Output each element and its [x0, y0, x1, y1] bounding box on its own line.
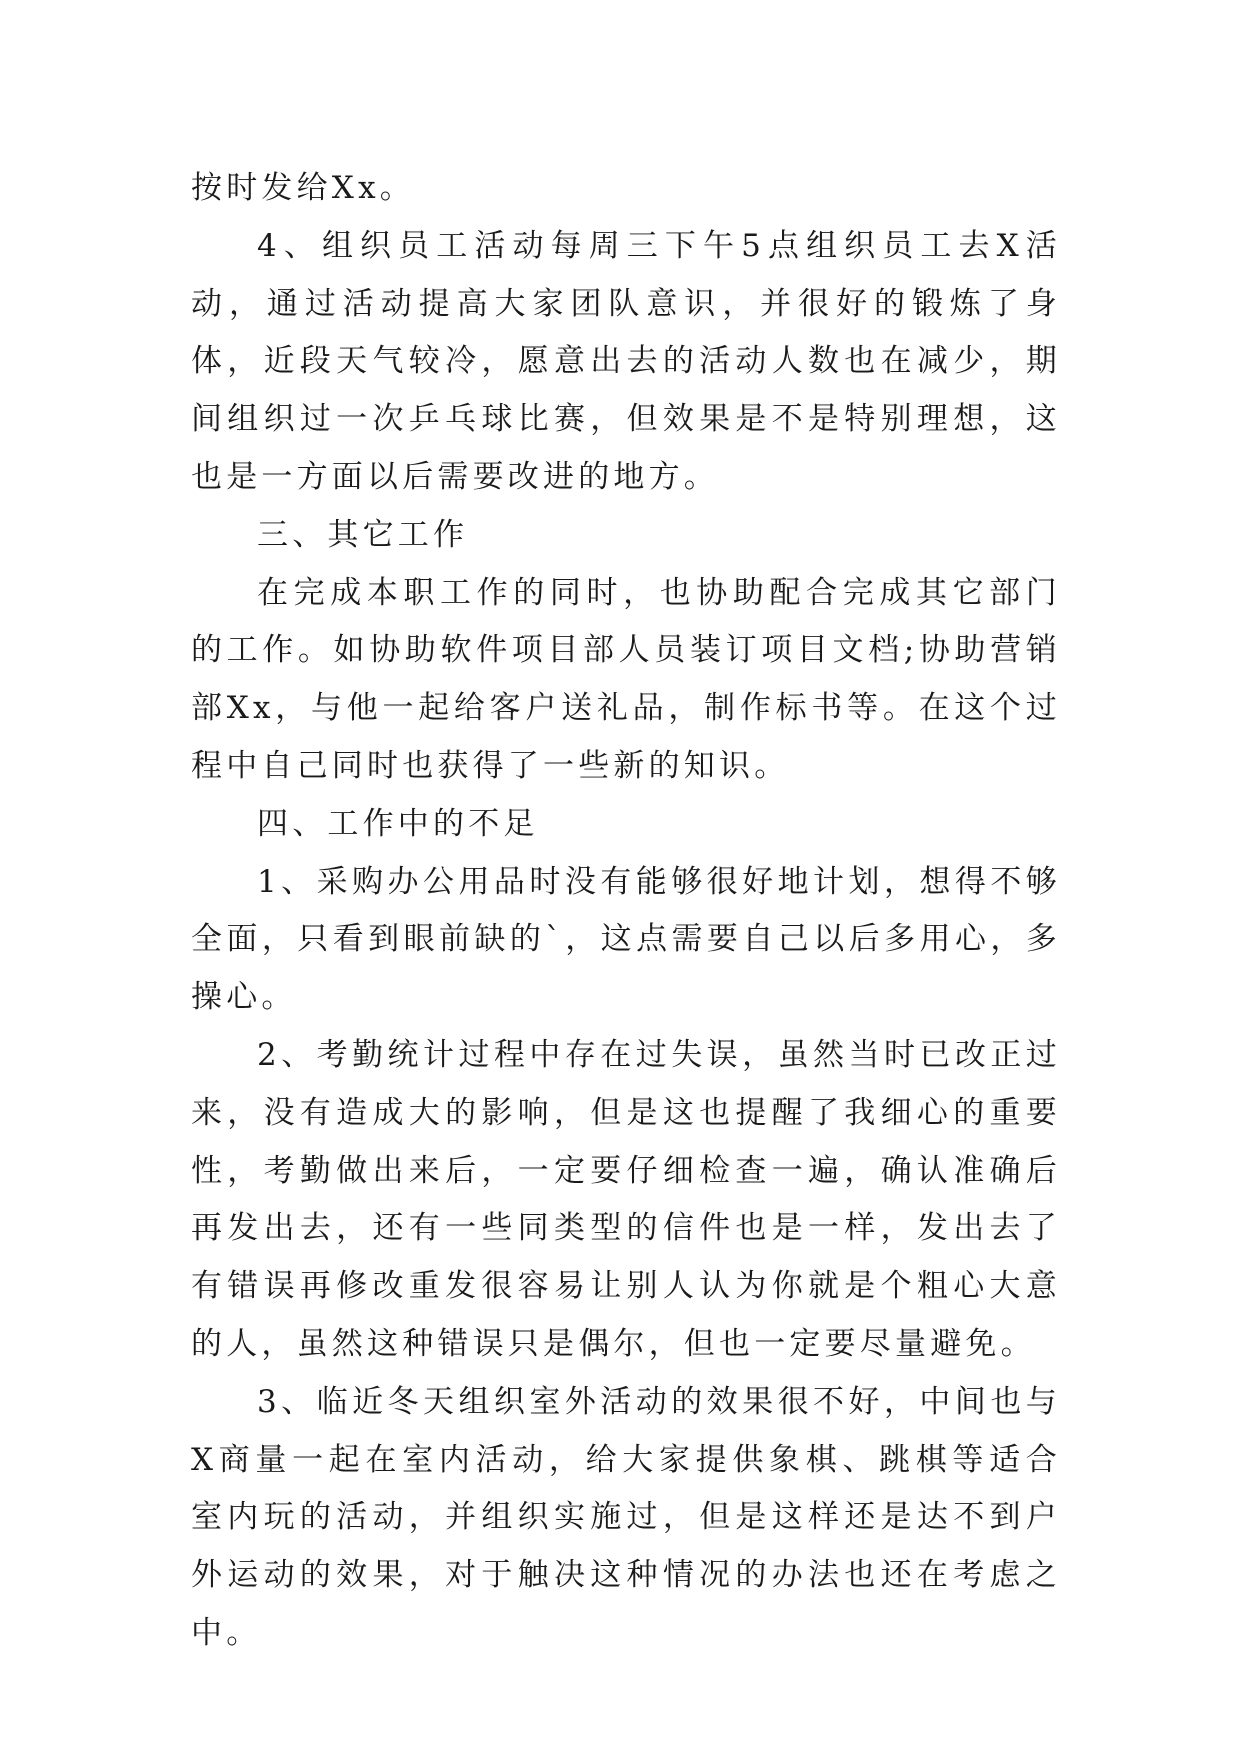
paragraph-shortcoming-3: 3、临近冬天组织室外活动的效果很不好，中间也与X商量一起在室内活动，给大家提供象棋、跳棋等适合室内玩的活动，并组织实施过，但是这样还是达不到户外运动的效果，对于触决这种情况的办法也还在考虑之中。 — [191, 1383, 1061, 1651]
paragraph-shortcoming-2: 2、考勤统计过程中存在过失误，虽然当时已改正过来，没有造成大的影响，但是这也提醒了我细心的重要性，考勤做出来后，一定要仔细检查一遍，确认准确后再发出去，还有一些同类型的信件也是一样，发出去了有错误再修改重发很容易让别人认为你就是个粗心大意的人，虽然这种错误只是偶尔，但也一定要尽量避免。 — [191, 1036, 1061, 1362]
document-body — [191, 160, 1061, 1663]
section-heading-shortcomings: 四、工作中的不足 — [257, 805, 539, 842]
paragraph-1: 按时发给Xx。 — [191, 170, 415, 206]
section-heading-other-work: 三、其它工作 — [257, 516, 469, 553]
paragraph-shortcoming-1: 1、采购办公用品时没有能够很好地计划，想得不够全面，只看到眼前缺的`，这点需要自己以后多用心，多操心。 — [191, 863, 1061, 1016]
paragraph-activities: 4、组织员工活动每周三下午5点组织员工去X活动，通过活动提高大家团队意识，并很好的锻炼了身体，近段天气较冷，愿意出去的活动人数也在减少，期间组织过一次乒乓球比赛，但效果是不是特别理想，这也是一方面以后需要改进的地方。 — [191, 227, 1061, 495]
paragraph-other-work: 在完成本职工作的同时，也协助配合完成其它部门的工作。如协助软件项目部人员装订项目文档;协助营销部Xx，与他一起给客户送礼品，制作标书等。在这个过程中自己同时也获得了一些新的知识。 — [191, 574, 1061, 784]
